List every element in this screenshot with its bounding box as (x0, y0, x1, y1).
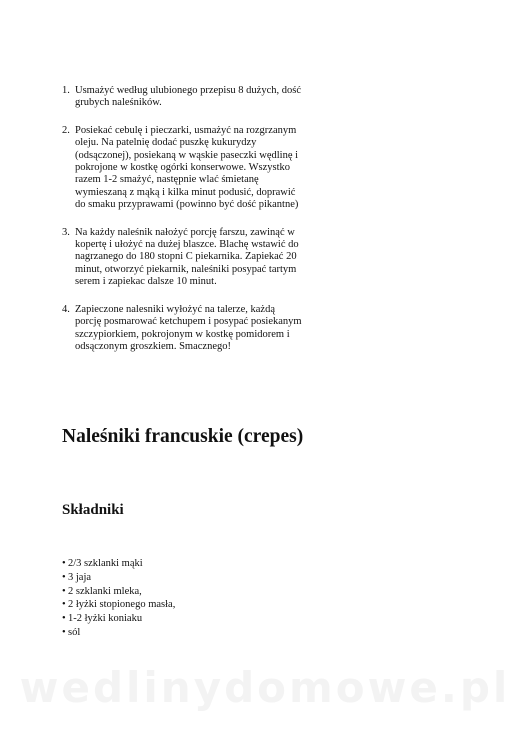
step-number: 3. (62, 226, 70, 238)
ingredient-text: 2 szklanki mleka, (68, 585, 142, 597)
step-number: 2. (62, 124, 70, 136)
ingredient-item (62, 557, 175, 571)
ingredient-item (62, 571, 175, 585)
ingredients-list (62, 557, 175, 640)
step-text: Na każdy naleśnik nałożyć porcję farszu, zawinąć w kopertę i ułożyć na dużej blaszce. Blachę wstawić do nagrzanego do 180 stopni C piekarnika. Zapiekać 20 minut, otworzyć piekarnik, naleśniki posypać tartym serem i zapiekac dalsze 10 minut. (75, 226, 299, 288)
ingredient-text: 3 jaja (68, 571, 92, 583)
bullet: • (62, 585, 66, 597)
recipe-title: Naleśniki francuskie (crepes) (62, 426, 304, 447)
ingredient-item (62, 585, 175, 599)
ingredient-text: 2/3 szklanki mąki (68, 558, 143, 569)
watermark: wedlinydomowe.pl (19, 663, 511, 712)
bullet: • (62, 571, 66, 583)
ingredient-text: sól (68, 626, 81, 638)
step-text: Posiekać cebulę i pieczarki, usmażyć na rozgrzanym oleju. Na patelnię dodać puszkę kukurydzy (odsączonej), posiekaną w wąskie paseczki wędlinę i pokrojone w kostkę ogórki konserwowe. Wszystko razem 1-2 smażyć, następnie wlać śmietanę wymieszaną z mąką i kilka minut podusić, doprawić do smaku przyprawami (powinno być dość pikantne) (75, 124, 299, 211)
ingredient-text: 1-2 łyżki koniaku (68, 613, 143, 625)
step-item (62, 85, 302, 110)
ingredient-item (62, 598, 175, 612)
step-number: 1. (62, 85, 70, 96)
step-item (62, 125, 302, 212)
step-text: Usmażyć według ulubionego przepisu 8 dużych, dość grubych naleśników. (75, 85, 301, 109)
step-number: 4. (62, 303, 70, 315)
ingredient-item (62, 626, 175, 640)
step-text: Zapieczone nalesniki wyłożyć na talerze, każdą porcję posmarować ketchupem i posypać posiekanym szczypiorkiem, pokrojonym w kostkę pomidorem i odsączonym groszkiem. Smacznego! (75, 303, 302, 352)
bullet: • (62, 599, 66, 611)
bullet: • (62, 613, 66, 625)
step-item (62, 227, 302, 289)
ingredient-item (62, 612, 175, 626)
bullet: • (62, 558, 66, 569)
preparation-steps (62, 85, 302, 368)
bullet: • (62, 626, 66, 638)
step-item (62, 304, 302, 354)
ingredients-heading: Składniki (62, 502, 124, 518)
ingredient-text: 2 łyżki stopionego masła, (68, 599, 176, 611)
